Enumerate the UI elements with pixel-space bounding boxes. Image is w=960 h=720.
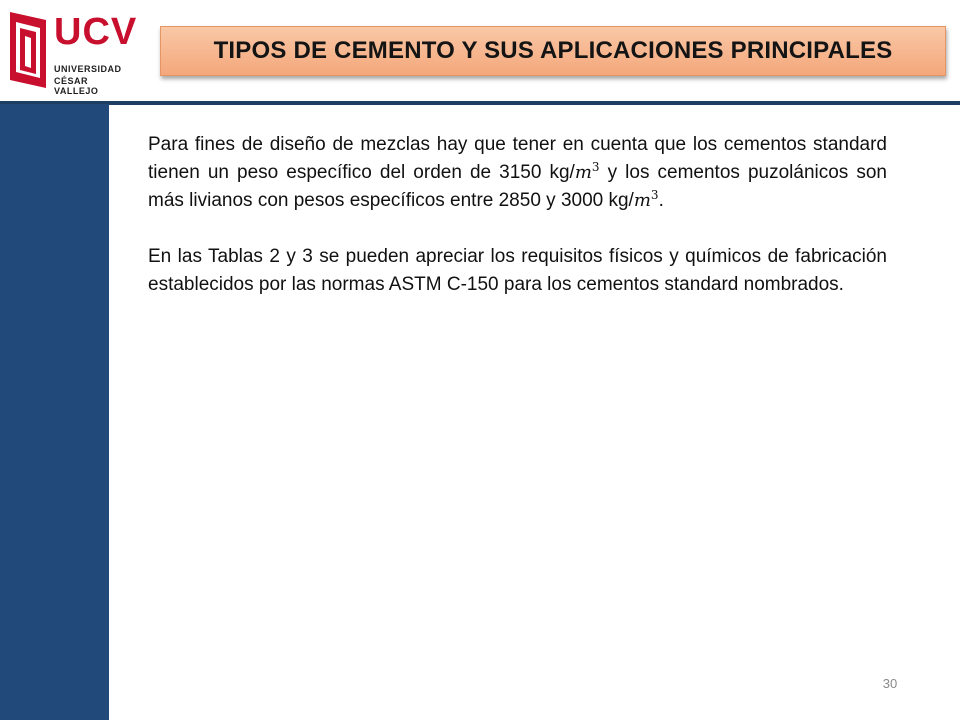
paragraph-1-text-c: . (658, 190, 664, 211)
logo-acronym: UCV (54, 11, 138, 53)
ucv-shield-icon (6, 8, 50, 92)
logo-name-label: CÉSAR VALLEJO (54, 76, 99, 96)
paragraph-1-text-b: y los cementos puzolánicos son más livianos con pesos específicos entre 2850 y 3000 kg/ (148, 162, 887, 211)
paragraph-1-text-a: Para fines de diseño de mezclas hay que tener en cuenta que los cementos standard tienen un peso específico del orden de 3150 kg/ (148, 134, 887, 183)
ucv-logo (6, 8, 138, 96)
unit-1-base: m (574, 162, 592, 183)
title-banner (160, 26, 946, 76)
unit-1-exponent: 3 (591, 160, 600, 174)
slide-content (148, 131, 887, 299)
page-number: 30 (882, 676, 898, 691)
logo-university-label: UNIVERSIDAD (54, 64, 122, 74)
left-sidebar-band (0, 104, 109, 720)
unit-2-base: m (633, 190, 651, 211)
header-divider (0, 101, 960, 105)
unit-cubic-meter-2 (634, 190, 659, 211)
paragraph-specific-weight (148, 131, 887, 215)
page-title: TIPOS DE CEMENTO Y SUS APLICACIONES PRINCIPALES (213, 37, 893, 64)
unit-2-exponent: 3 (650, 188, 659, 202)
paragraph-astm-tables: En las Tablas 2 y 3 se pueden apreciar los requisitos físicos y químicos de fabricación establecidos por las normas ASTM C-150 para los cementos standard nombrados. (148, 246, 887, 295)
unit-cubic-meter-1 (575, 162, 600, 183)
